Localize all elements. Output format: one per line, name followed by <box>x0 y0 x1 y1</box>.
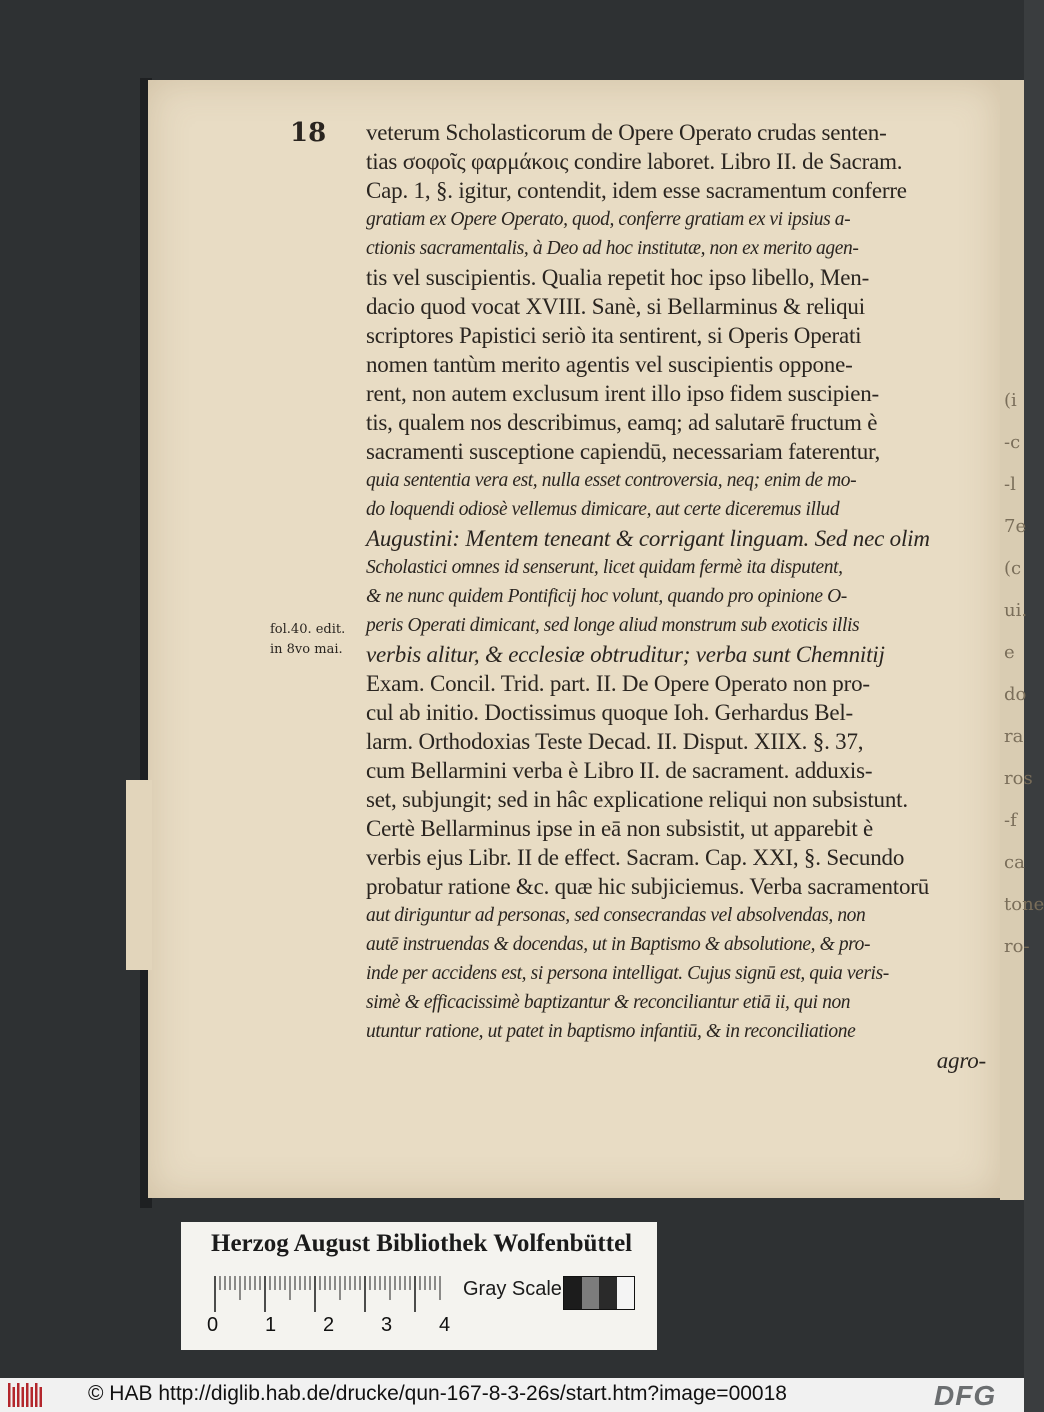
text-line: Scholastici omnes id senserunt, licet quidam fermè ita disputent, <box>366 557 843 578</box>
text-line: nomen tantùm merito agentis vel suscipientis oppone- <box>366 352 853 377</box>
text-line: scriptores Papistici seriò ita sentirent, si Operis Operati <box>366 323 862 348</box>
next-page-text <box>1004 380 1044 968</box>
next-page-fragment: -c <box>1004 432 1021 453</box>
hab-logo-icon <box>6 1383 46 1407</box>
next-page-fragment: ro- <box>1004 936 1030 957</box>
logo-bar <box>31 1387 34 1407</box>
copyright-url[interactable]: © HAB http://diglib.hab.de/drucke/qun-167-8-3-26s/start.htm?image=00018 <box>88 1382 787 1405</box>
text-line: probatur ratione &c. quæ hic subjiciemus. Verba sacramentorū <box>366 874 930 899</box>
ruler-number: 0 <box>207 1314 219 1336</box>
logo-bar <box>17 1383 20 1407</box>
text-line: quia sententia vera est, nulla esset controversia, neq; enim de mo- <box>366 470 857 491</box>
scale-card <box>181 1222 657 1350</box>
text-line: tis vel suscipientis. Qualia repetit hoc ipso libello, Men- <box>366 265 870 290</box>
text-line: verbis alitur, & ecclesiæ obtruditur; verba sunt Chemnitij <box>366 642 885 667</box>
text-line: inde per accidens est, si persona intelligat. Cujus signū est, quia veris- <box>366 963 889 984</box>
text-line: do loquendi odiosè vellemus dimicare, aut certe diceremus illud <box>366 499 840 520</box>
next-page-fragment: ca <box>1004 852 1025 873</box>
ruler-number: 3 <box>381 1314 393 1336</box>
text-line: utuntur ratione, ut patet in baptismo infantiū, & in reconciliatione <box>366 1021 856 1042</box>
gray-scale-swatches <box>563 1276 635 1310</box>
text-line: tis, qualem nos describimus, eamq; ad salutarē fructum è <box>366 410 878 435</box>
logo-bar <box>8 1383 11 1407</box>
text-line: ctionis sacramentalis, à Deo ad hoc institutæ, non ex merito agen- <box>366 238 859 259</box>
marginal-note-line: fol.40. edit. <box>270 622 346 637</box>
text-line: verbis ejus Libr. II de effect. Sacram. Cap. XXI, §. Secundo <box>366 845 905 870</box>
text-line: tias σοφοῖς φαρμάκοις condire laboret. Libro II. de Sacram. <box>366 149 903 174</box>
text-line: cul ab initio. Doctissimus quoque Ioh. Gerhardus Bel- <box>366 700 854 725</box>
text-line: dacio quod vocat XVIII. Sanè, si Bellarminus & reliqui <box>366 294 865 319</box>
next-page-fragment: (i <box>1004 390 1017 411</box>
footer-bar <box>0 1378 1024 1412</box>
page-tab <box>126 780 152 970</box>
next-page-fragment: ra <box>1004 726 1024 747</box>
text-line: aut diriguntur ad personas, sed consecrandas vel absolvendas, non <box>366 905 866 926</box>
text-line: larm. Orthodoxias Teste Decad. II. Disput. XIIX. §. 37, <box>366 729 864 754</box>
text-line: set, subjungit; sed in hâc explicatione reliqui non subsistunt. <box>366 787 908 812</box>
gray-swatch <box>617 1277 635 1309</box>
logo-bar <box>35 1383 38 1407</box>
page-number: 18 <box>290 118 327 148</box>
text-line: veterum Scholasticorum de Opere Operato crudas senten- <box>366 120 887 145</box>
marginal-note-line: in 8vo mai. <box>270 642 343 657</box>
logo-bar <box>26 1383 29 1407</box>
gray-swatch <box>599 1277 617 1309</box>
text-line: cum Bellarmini verba è Libro II. de sacrament. adduxis- <box>366 758 873 783</box>
gray-swatch <box>564 1277 582 1309</box>
text-line: agro- <box>936 1048 986 1073</box>
ruler-number: 2 <box>323 1314 335 1336</box>
text-line: rent, non autem exclusum irent illo ipso fidem suscipien- <box>366 381 880 406</box>
logo-bar <box>40 1387 43 1407</box>
text-line: sacramenti susceptione capiendū, necessariam faterentur, <box>366 439 881 464</box>
text-line: Augustini: Mentem teneant & corrigant linguam. Sed nec olim <box>366 526 930 551</box>
book-page <box>148 80 1000 1198</box>
text-line: Certè Bellarminus ipse in eā non subsistit, ut apparebit è <box>366 816 874 841</box>
gray-swatch <box>582 1277 600 1309</box>
text-line: gratiam ex Opere Operato, quod, conferre gratiam ex vi ipsius a- <box>366 209 851 230</box>
text-line: simè & efficacissimè baptizantur & reconciliantur etiā ii, qui non <box>366 992 851 1013</box>
next-page-fragment: do <box>1004 684 1027 705</box>
text-line: & ne nunc quidem Pontificij hoc volunt, quando pro opinione O- <box>366 586 847 607</box>
body-text <box>366 118 986 1075</box>
text-line: Cap. 1, §. igitur, contendit, idem esse sacramentum conferre <box>366 178 907 203</box>
ruler-scale <box>213 1274 443 1314</box>
ruler-number: 1 <box>265 1314 277 1336</box>
next-page-fragment: (c <box>1004 558 1022 579</box>
logo-bar <box>22 1387 25 1407</box>
next-page-fragment: e <box>1004 642 1015 663</box>
next-page-fragment: -l <box>1004 474 1016 495</box>
next-page-fragment: -f <box>1004 810 1017 831</box>
ruler-number: 4 <box>439 1314 451 1336</box>
dfg-logo: DFG <box>934 1380 997 1411</box>
marginal-note <box>270 620 380 660</box>
next-page-fragment: 7e <box>1004 516 1027 537</box>
gray-scale-label: Gray Scale <box>463 1278 562 1300</box>
text-line: Exam. Concil. Trid. part. II. De Opere Operato non pro- <box>366 671 870 696</box>
next-page-fragment: ui. <box>1004 600 1028 621</box>
library-name: Herzog August Bibliothek Wolfenbüttel <box>211 1230 633 1257</box>
text-line: peris Operati dimicant, sed longe aliud monstrum sub exoticis illis <box>366 615 860 636</box>
next-page-fragment: ros <box>1004 768 1033 789</box>
next-page-fragment: tone <box>1004 894 1044 915</box>
next-page-edge <box>1000 80 1044 1200</box>
logo-bar <box>13 1387 16 1407</box>
text-line: autē instruendas & docendas, ut in Baptismo & absolutione, & pro- <box>366 934 871 955</box>
